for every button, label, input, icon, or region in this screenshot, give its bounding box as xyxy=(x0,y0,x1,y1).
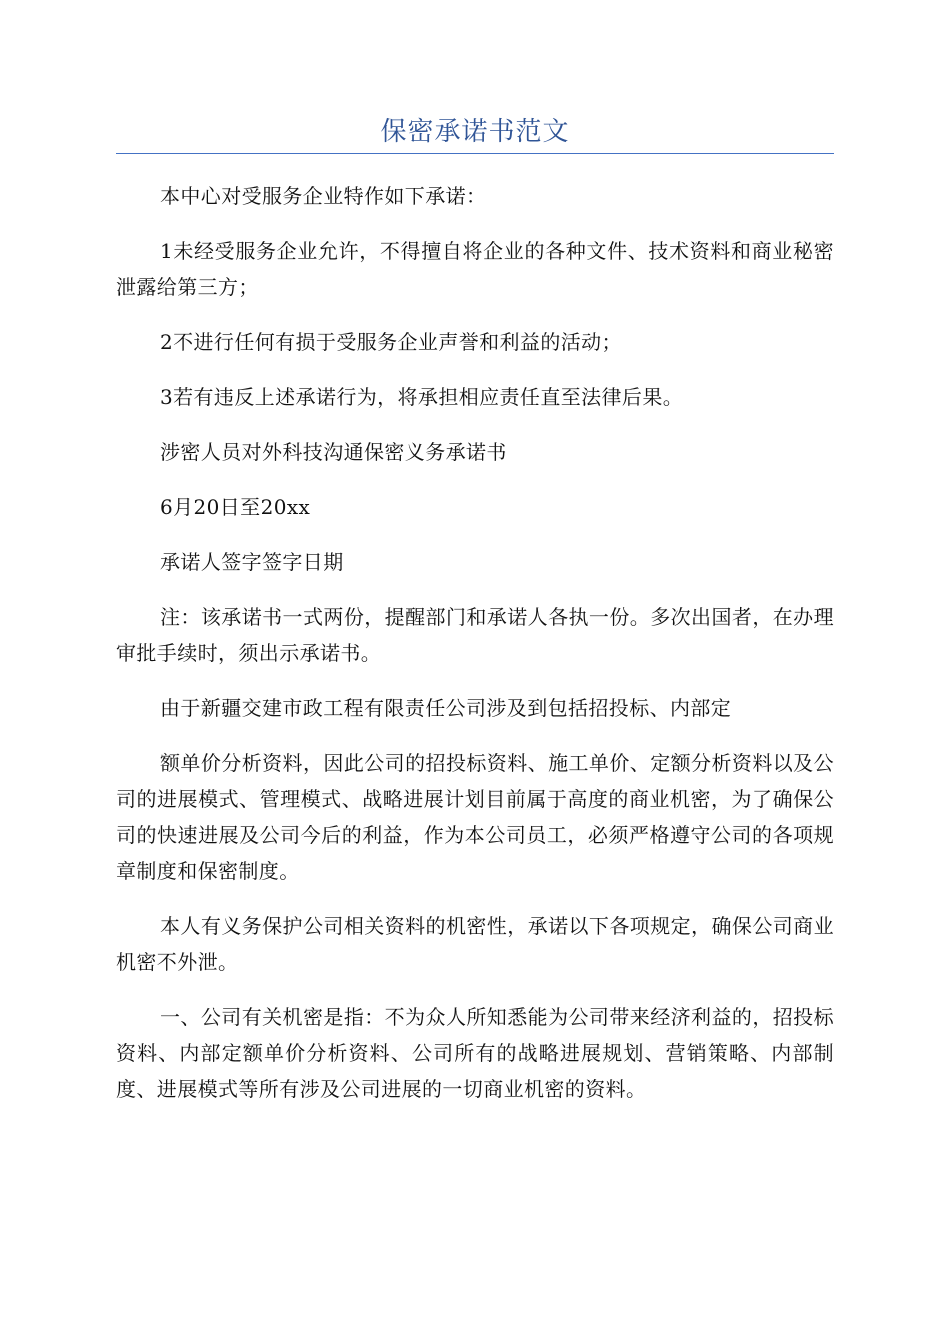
paragraph-3: 2不进行任何有损于受服务企业声誉和利益的活动； xyxy=(160,330,622,354)
document-title: 保密承诺书范文 xyxy=(380,117,570,147)
paragraph-11: 本人有义务保护公司相关资料的机密性，承诺以下各项规定，确保公司商业机密不外泄。 xyxy=(116,914,834,974)
document-body xyxy=(116,178,834,1126)
paragraph-4: 3若有违反上述承诺行为，将承担相应责任直至法律后果。 xyxy=(160,385,684,409)
paragraph-12: 一、公司有关机密是指：不为众人所知悉能为公司带来经济利益的，招投标资料、内部定额单价分析资料、公司所有的战略进展规划、营销策略、内部制度、进展模式等所有涉及公司进展的一切商业机密的资料。 xyxy=(116,1005,834,1101)
paragraph-9: 由于新疆交建市政工程有限责任公司涉及到包括招投标、内部定 xyxy=(160,696,732,720)
paragraph-5: 涉密人员对外科技沟通保密义务承诺书 xyxy=(160,440,507,464)
paragraph-7: 承诺人签字签字日期 xyxy=(160,550,344,574)
title-divider xyxy=(116,153,834,154)
paragraph-8: 注：该承诺书一式两份，提醒部门和承诺人各执一份。多次出国者，在办理审批手续时，须出示承诺书。 xyxy=(116,605,834,665)
paragraph-1: 本中心对受服务企业特作如下承诺： xyxy=(160,184,487,208)
paragraph-2: 1未经受服务企业允许，不得擅自将企业的各种文件、技术资料和商业秘密泄露给第三方； xyxy=(116,239,834,299)
paragraph-6: 6月20日至20xx xyxy=(160,495,311,519)
paragraph-10: 额单价分析资料，因此公司的招投标资料、施工单价、定额分析资料以及公司的进展模式、管理模式、战略进展计划目前属于高度的商业机密，为了确保公司的快速进展及公司今后的利益，作为本公司员工，必须严格遵守公司的各项规章制度和保密制度。 xyxy=(116,751,834,883)
